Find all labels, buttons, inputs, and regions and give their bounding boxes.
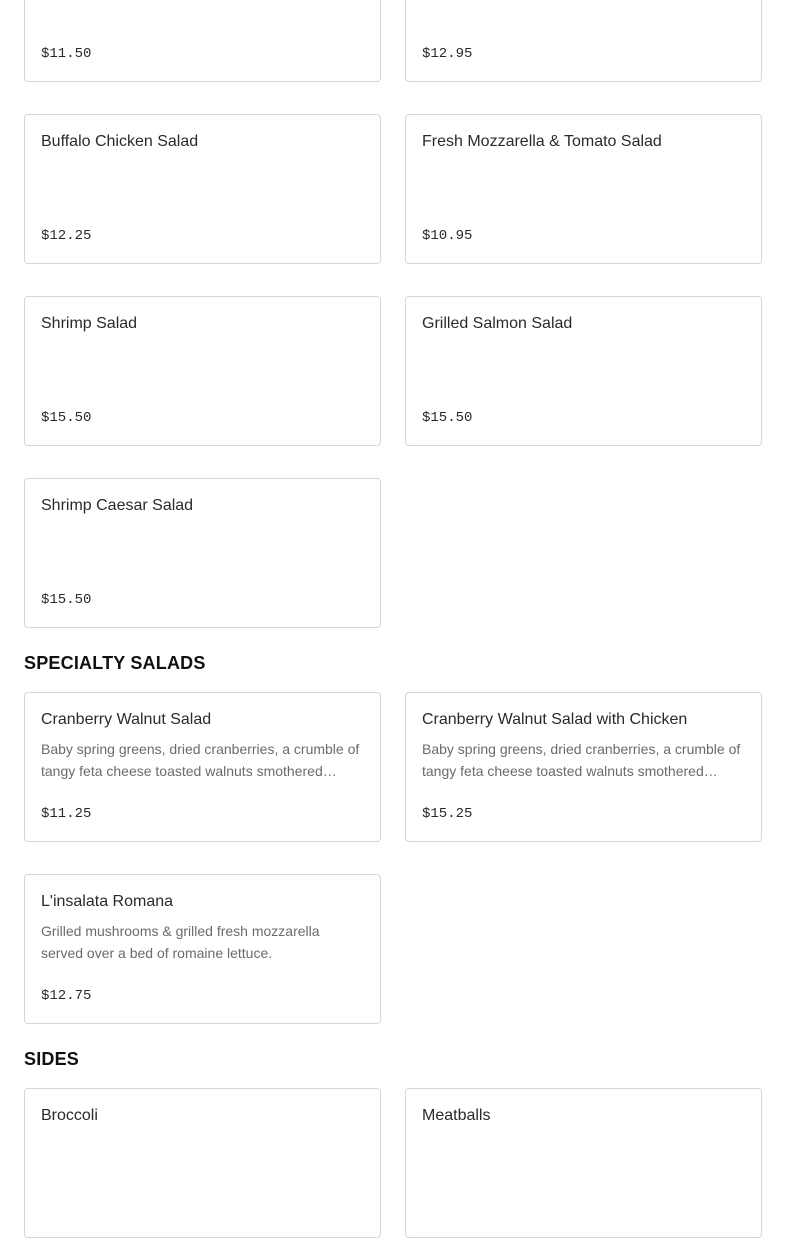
- menu-item-price: $12.25: [41, 228, 92, 244]
- menu-item-name: Shrimp Caesar Salad: [41, 497, 194, 514]
- menu-item-card[interactable]: [24, 0, 381, 82]
- menu-item-card[interactable]: [405, 0, 762, 82]
- section-heading-sides: SIDES: [24, 1049, 80, 1069]
- menu-item-name: Fresh Mozzarella & Tomato Salad: [422, 133, 662, 150]
- menu-item-name: Cranberry Walnut Salad with Chicken: [422, 711, 688, 728]
- menu-item-name: Meatballs: [422, 1107, 491, 1124]
- menu-item-description: Baby spring greens, dried cranberries, a crumble of tangy feta cheese toasted walnuts smothered…: [41, 741, 360, 779]
- menu-item-price: $11.25: [41, 806, 92, 822]
- section-heading-specialty-salads: SPECIALTY SALADS: [24, 653, 206, 673]
- menu-item-card-linsalata-romana[interactable]: [24, 874, 381, 1024]
- menu-item-price: $15.50: [422, 410, 473, 426]
- menu-item-price: $11.50: [41, 46, 92, 62]
- menu-item-price: $15.50: [41, 592, 92, 608]
- menu-item-price: $12.75: [41, 988, 92, 1004]
- menu-item-card-shrimp-caesar-salad[interactable]: [24, 478, 381, 628]
- menu-item-card-meatballs[interactable]: [405, 1088, 762, 1238]
- menu-item-price: $10.95: [422, 228, 473, 244]
- menu-item-price: $12.95: [422, 46, 473, 62]
- menu-item-card-fresh-mozzarella-tomato-salad[interactable]: [405, 114, 762, 264]
- menu-item-card-cranberry-walnut-salad[interactable]: [24, 692, 381, 842]
- menu-item-card-cranberry-walnut-salad-with-chicken[interactable]: [405, 692, 762, 842]
- menu-item-description: Grilled mushrooms & grilled fresh mozzarella served over a bed of romaine lettuce.: [41, 923, 320, 961]
- menu-item-card-grilled-salmon-salad[interactable]: [405, 296, 762, 446]
- menu-item-name: L'insalata Romana: [41, 893, 174, 910]
- menu-item-description: Baby spring greens, dried cranberries, a crumble of tangy feta cheese toasted walnuts smothered…: [422, 741, 741, 779]
- menu-item-name: Shrimp Salad: [41, 315, 138, 332]
- menu-item-name: Buffalo Chicken Salad: [41, 133, 199, 150]
- menu-item-card-buffalo-chicken-salad[interactable]: [24, 114, 381, 264]
- menu-item-price: $15.25: [422, 806, 473, 822]
- menu-item-price: $15.50: [41, 410, 92, 426]
- menu-item-card-shrimp-salad[interactable]: [24, 296, 381, 446]
- menu-item-card-broccoli[interactable]: [24, 1088, 381, 1238]
- menu-item-name: Broccoli: [41, 1107, 98, 1124]
- menu-item-name: Grilled Salmon Salad: [422, 315, 573, 332]
- menu-item-name: Cranberry Walnut Salad: [41, 711, 212, 728]
